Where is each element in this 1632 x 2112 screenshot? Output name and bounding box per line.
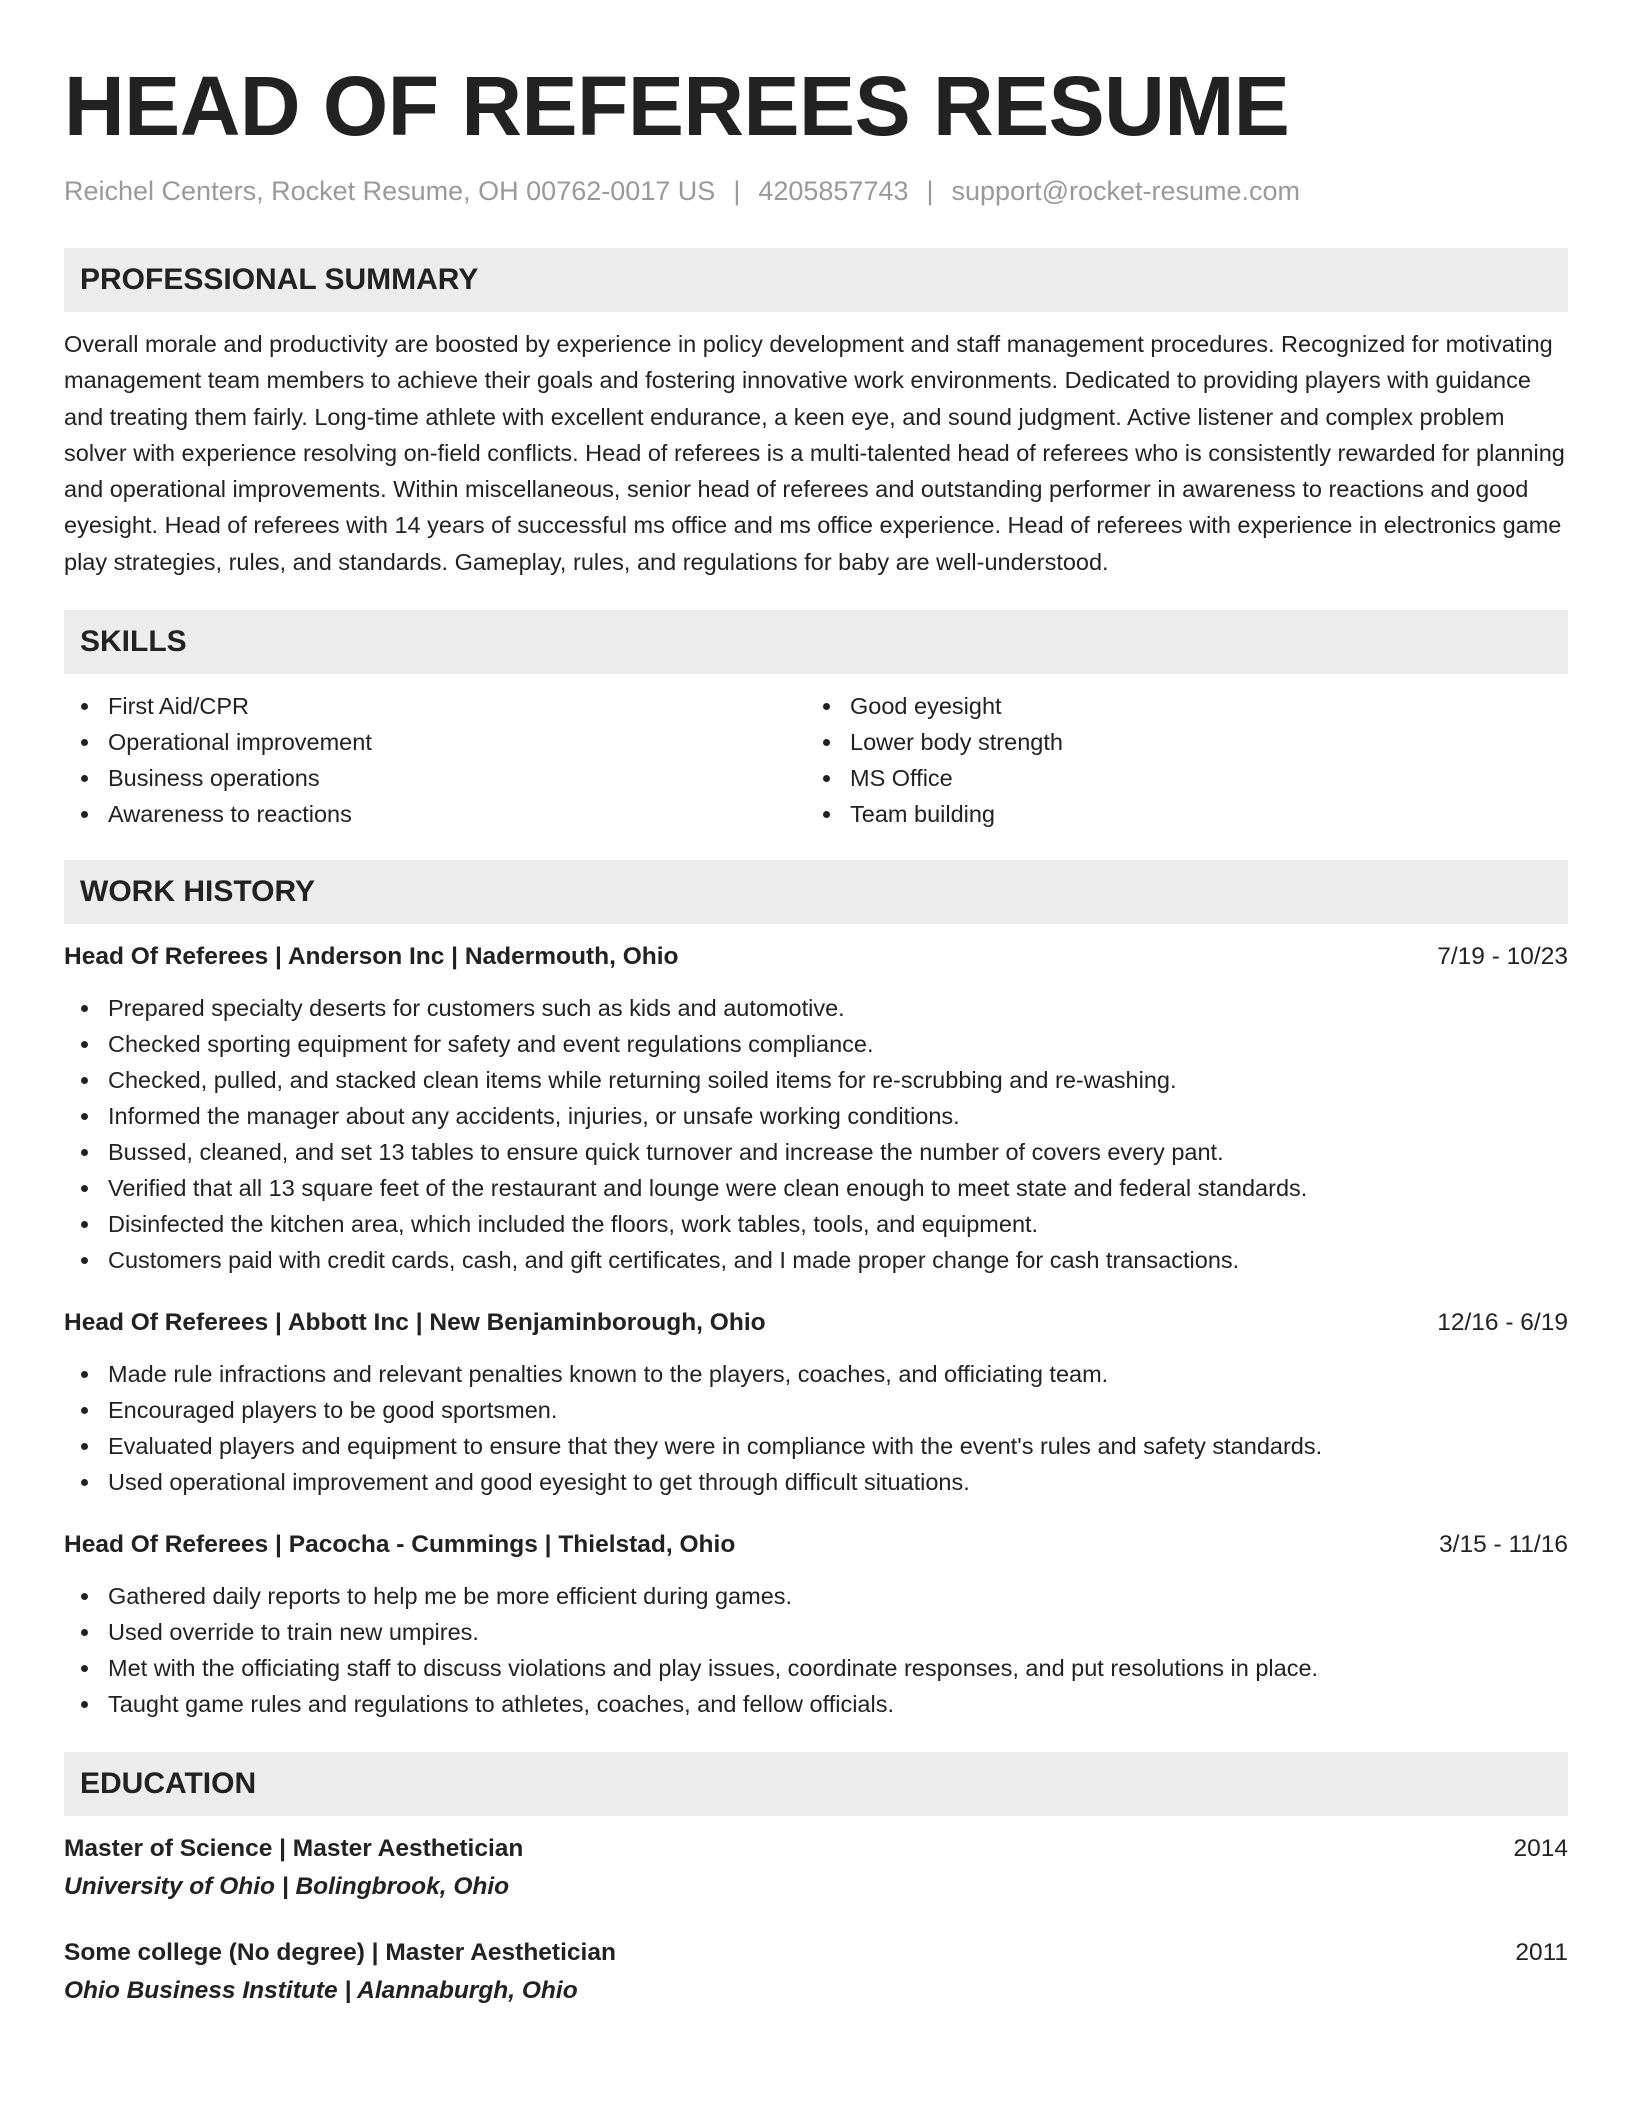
job-entry: [64, 1306, 1568, 1500]
job-bullet: Encouraged players to be good sportsmen.: [64, 1392, 1568, 1428]
education-entry: [64, 1936, 1568, 2008]
skill-item: Team building: [806, 796, 1548, 832]
job-title: Head Of Referees | Abbott Inc | New Benjaminborough, Ohio: [64, 1309, 766, 1337]
contact-line: [64, 174, 1568, 208]
job-title: Head Of Referees | Anderson Inc | Nadermouth, Ohio: [64, 943, 679, 971]
job-date: 3/15 - 11/16: [1439, 1531, 1568, 1559]
skills-list: [64, 688, 1568, 832]
job-bullet: Bussed, cleaned, and set 13 tables to ensure quick turnover and increase the number of covers every pant.: [64, 1134, 1568, 1170]
job-bullet: Customers paid with credit cards, cash, and gift certificates, and I made proper change for cash transactions.: [64, 1242, 1568, 1278]
skills-column-right: [806, 688, 1548, 832]
job-bullets: [64, 1578, 1568, 1722]
job-bullet: Gathered daily reports to help me be more efficient during games.: [64, 1578, 1568, 1614]
job-bullet: Taught game rules and regulations to athletes, coaches, and fellow officials.: [64, 1686, 1568, 1722]
education-year: 2011: [1515, 1939, 1568, 1967]
education-entry: [64, 1832, 1568, 1904]
education-school: Ohio Business Institute | Alannaburgh, Ohio: [64, 1977, 578, 2005]
job-bullets: [64, 990, 1568, 1278]
job-bullet: Disinfected the kitchen area, which included the floors, work tables, tools, and equipment.: [64, 1206, 1568, 1242]
job-bullet: Prepared specialty deserts for customers such as kids and automotive.: [64, 990, 1568, 1026]
job-bullet: Used override to train new umpires.: [64, 1614, 1568, 1650]
job-bullet: Met with the officiating staff to discuss violations and play issues, coordinate responses, and put resolutions in place.: [64, 1650, 1568, 1686]
skill-item: Lower body strength: [806, 724, 1548, 760]
skill-item: Business operations: [64, 760, 806, 796]
job-header: [64, 1528, 1568, 1562]
skill-item: Awareness to reactions: [64, 796, 806, 832]
contact-phone: 4205857743: [758, 176, 909, 206]
education-header: [64, 1832, 1568, 1866]
summary-text: Overall morale and productivity are boosted by experience in policy development and staff management procedures. Recognized for motivating management team members to achieve their goals and fostering innovative work environments. Dedicated to providing players with guidance and treating them fairly. Long-time athlete with excellent endurance, a keen eye, and sound judgment. Active listener and complex problem solver with experience resolving on-field conflicts. Head of referees is a multi-talented head of referees who is consistently rewarded for planning and operational improvements. Within miscellaneous, senior head of referees and outstanding performer in awareness to reactions and good eyesight. Head of referees with 14 years of successful ms office and ms office experience. Head of referees with experience in electronics game play strategies, rules, and standards. Gameplay, rules, and regulations for baby are well-understood.: [64, 331, 1565, 575]
contact-email: support@rocket-resume.com: [951, 176, 1301, 206]
job-date: 7/19 - 10/23: [1437, 943, 1568, 971]
skill-item: Good eyesight: [806, 688, 1548, 724]
work-heading: WORK HISTORY: [64, 860, 1568, 924]
job-title: Head Of Referees | Pacocha - Cummings | Thielstad, Ohio: [64, 1531, 736, 1559]
contact-separator: |: [733, 176, 741, 206]
education-school: University of Ohio | Bolingbrook, Ohio: [64, 1873, 510, 1901]
skills-heading: SKILLS: [64, 610, 1568, 674]
job-bullet: Checked sporting equipment for safety and event regulations compliance.: [64, 1026, 1568, 1062]
job-bullet: Verified that all 13 square feet of the restaurant and lounge were clean enough to meet state and federal standards.: [64, 1170, 1568, 1206]
skill-item: First Aid/CPR: [64, 688, 806, 724]
job-bullet: Informed the manager about any accidents, injuries, or unsafe working conditions.: [64, 1098, 1568, 1134]
page-title: HEAD OF REFEREES RESUME: [64, 59, 1290, 153]
job-bullet: Made rule infractions and relevant penalties known to the players, coaches, and officiating team.: [64, 1356, 1568, 1392]
summary-heading: PROFESSIONAL SUMMARY: [64, 248, 1568, 312]
job-bullets: [64, 1356, 1568, 1500]
job-date: 12/16 - 6/19: [1437, 1309, 1568, 1337]
contact-separator: |: [926, 176, 934, 206]
contact-address: Reichel Centers, Rocket Resume, OH 00762-0017 US: [64, 176, 716, 206]
education-header: [64, 1936, 1568, 1970]
job-entry: [64, 1528, 1568, 1722]
job-entry: [64, 940, 1568, 1278]
job-bullet: Evaluated players and equipment to ensure that they were in compliance with the event's rules and safety standards.: [64, 1428, 1568, 1464]
skills-column-left: [64, 688, 806, 832]
job-header: [64, 1306, 1568, 1340]
education-degree: Some college (No degree) | Master Aesthetician: [64, 1939, 616, 1967]
skill-item: MS Office: [806, 760, 1548, 796]
job-bullet: Checked, pulled, and stacked clean items while returning soiled items for re-scrubbing and re-washing.: [64, 1062, 1568, 1098]
education-degree: Master of Science | Master Aesthetician: [64, 1835, 524, 1863]
job-header: [64, 940, 1568, 974]
resume-page: [64, 58, 1568, 2008]
education-heading: EDUCATION: [64, 1752, 1568, 1816]
education-year: 2014: [1513, 1835, 1568, 1863]
skill-item: Operational improvement: [64, 724, 806, 760]
job-bullet: Used operational improvement and good eyesight to get through difficult situations.: [64, 1464, 1568, 1500]
